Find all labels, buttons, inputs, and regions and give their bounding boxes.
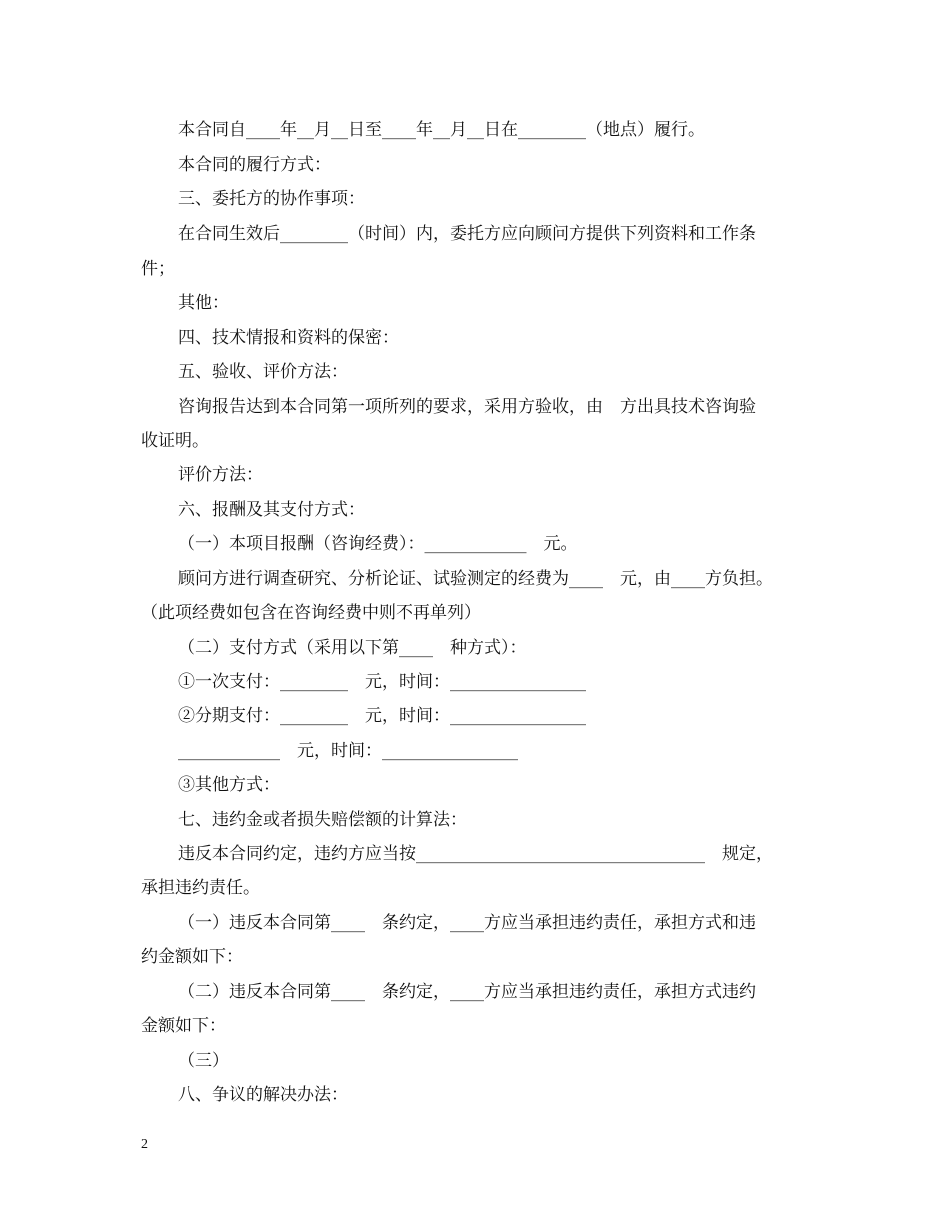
text-line: 其他： xyxy=(178,293,229,313)
text-line: 约金额如下： xyxy=(141,947,243,967)
text-line: 收证明。 xyxy=(141,431,209,451)
text-line: 顾问方进行调查研究、分析论证、试验测定的经费为____ 元，由____方负担。 xyxy=(178,569,773,589)
text-line: （三） xyxy=(178,1051,229,1071)
text-line: ①一次支付：________ 元，时间：________________ xyxy=(178,672,586,692)
text-line: 承担违约责任。 xyxy=(141,878,260,898)
text-line: （一）违反本合同第____ 条约定，____方应当承担违约责任，承担方式和违 xyxy=(178,913,756,933)
section-heading: 七、违约金或者损失赔偿额的计算法： xyxy=(178,810,467,830)
section-heading: 六、报酬及其支付方式： xyxy=(178,500,365,520)
text-line: 件； xyxy=(141,259,175,279)
text-line: 违反本合同约定，违约方应当按__________________________________ 规定， xyxy=(178,844,773,864)
section-heading: 三、委托方的协作事项： xyxy=(178,189,365,209)
text-line: （二）支付方式（采用以下第____ 种方式）： xyxy=(178,638,527,658)
text-line: （一）本项目报酬（咨询经费）：____________ 元。 xyxy=(178,534,578,554)
text-line: 咨询报告达到本合同第一项所列的要求，采用方验收，由 方出具技术咨询验 xyxy=(178,397,756,417)
text-line: 评价方法： xyxy=(178,465,263,485)
text-line: ③其他方式： xyxy=(178,775,280,795)
text-line: 本合同的履行方式： xyxy=(178,155,331,175)
section-heading: 八、争议的解决办法： xyxy=(178,1085,348,1105)
text-line: 本合同自____年__月__日至____年__月__日在________（地点）履行。 xyxy=(178,120,705,140)
text-line: （此项经费如包含在咨询经费中则不再单列） xyxy=(141,603,481,623)
section-heading: 五、验收、评价方法： xyxy=(178,362,348,382)
text-line: 金额如下： xyxy=(141,1016,226,1036)
text-line: ____________ 元，时间：________________ xyxy=(178,741,518,761)
text-line: （二）违反本合同第____ 条约定，____方应当承担违约责任，承担方式违约 xyxy=(178,982,756,1002)
page-number: 2 xyxy=(141,1137,148,1152)
text-line: ②分期支付：________ 元，时间：________________ xyxy=(178,706,586,726)
text-line: 在合同生效后________（时间）内，委托方应向顾问方提供下列资料和工作条 xyxy=(178,224,756,244)
section-heading: 四、技术情报和资料的保密： xyxy=(178,328,399,348)
